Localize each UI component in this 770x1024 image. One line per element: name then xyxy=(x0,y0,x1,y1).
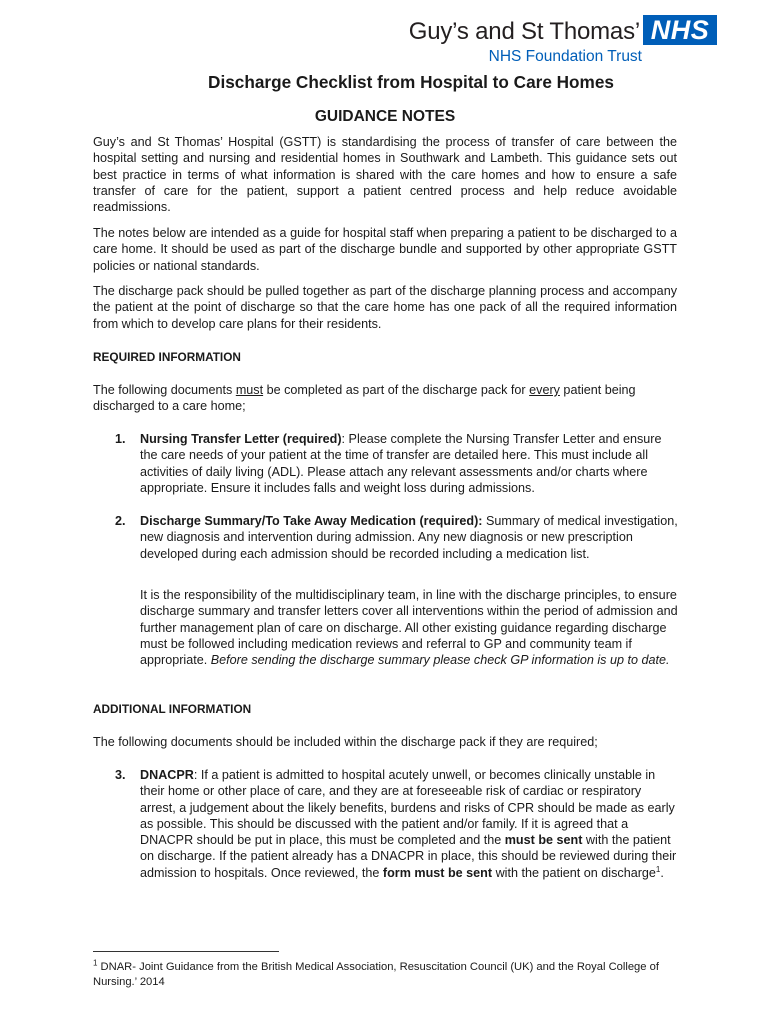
intro-paragraph-3: The discharge pack should be pulled together as part of the discharge planning process and accompany the patient at the point of discharge so that the care home has one pack of all the required information from which to develop care plans for their residents. xyxy=(93,284,677,331)
list-item-text: DNACPR: If a patient is admitted to hospital acutely unwell, or becomes clinically unstable in their home or other place of care, and they are at foreseeable risk of cardiac or respiratory arrest, a judgement about the likely benefits, burdens and risks of CPR should be made as early as possible. This should be discussed with the patient and/or family. If it is agreed that a DNACPR should be put in place, this must be completed and the must be sent with the patient on discharge. If the patient already has a DNACPR in place, this should be reviewed during their admission to hospitals. Once reviewed, the form must be sent with the patient on discharge$^1$. xyxy=(140,768,677,880)
intro-paragraph-2: The notes below are intended as a guide for hospital staff when preparing a patient to be discharged to a care home. It should be used as part of the discharge bundle and supported by other appropriate GSTT policies or national standards. xyxy=(93,226,677,273)
list-item-text: Discharge Summary/To Take Away Medication (required): Summary of medical investigation, new diagnosis and intervention during admission. Any new diagnosis or new prescription developed during each admission should be recorded including a medication list. xyxy=(140,514,678,561)
additional-lead: The following documents should be included within the discharge pack if they are required; xyxy=(93,735,598,749)
page-title: Discharge Checklist from Hospital to Care Homes xyxy=(208,72,614,92)
footnote: $^1$ DNAR- Joint Guidance from the British Medical Association, Resuscitation Council (UK) and the Royal College of Nursing.’ 2014 xyxy=(93,958,659,988)
list-item-extra: It is the responsibility of the multidisciplinary team, in line with the discharge principles, to ensure discharge summary and transfer letters cover all interventions within the period of admission and further management plan of care on discharge. All other existing guidance regarding discharge must be followed including medication reviews and referral to GP and community team if appropriate. Before sending the discharge summary please check GP information is up to date. xyxy=(140,588,678,668)
org-name: Guy’s and St Thomas’ xyxy=(408,18,640,45)
intro-paragraph-1: Guy’s and St Thomas’ Hospital (GSTT) is standardising the process of transfer of care between the hospital setting and nursing and residential homes in Southwark and Lambeth. This guidance sets out best practice in terms of what information is shared with the care homes and how to ensure a safe transfer of care for the patient, support a patient centred process and help reduce avoidable readmissions. xyxy=(93,135,677,215)
footnote-divider xyxy=(93,951,279,952)
footnote-ref: 1 xyxy=(655,864,661,874)
nhs-logo: NHS xyxy=(643,15,717,45)
footnote-number: 1 xyxy=(93,958,98,968)
trust-name: NHS Foundation Trust xyxy=(488,48,642,65)
list-number: 3. xyxy=(115,768,126,782)
additional-heading: ADDITIONAL INFORMATION xyxy=(93,702,252,716)
required-lead: The following documents must be completed as part of the discharge pack for every patient being discharged to a care home; xyxy=(93,383,636,414)
page-header xyxy=(0,12,770,65)
list-number: 2. xyxy=(115,514,126,528)
page-subtitle: GUIDANCE NOTES xyxy=(314,108,456,125)
list-item-text: Nursing Transfer Letter (required): Please complete the Nursing Transfer Letter and ensure the care needs of your patient at the time of transfer are detailed here. This must include all activities of daily living (ADL). Please attach any relevant assessments and/or charts where appropriate. Ensure it includes falls and weight loss during admissions. xyxy=(140,432,662,495)
list-number: 1. xyxy=(115,432,126,446)
required-heading: REQUIRED INFORMATION xyxy=(93,350,241,364)
